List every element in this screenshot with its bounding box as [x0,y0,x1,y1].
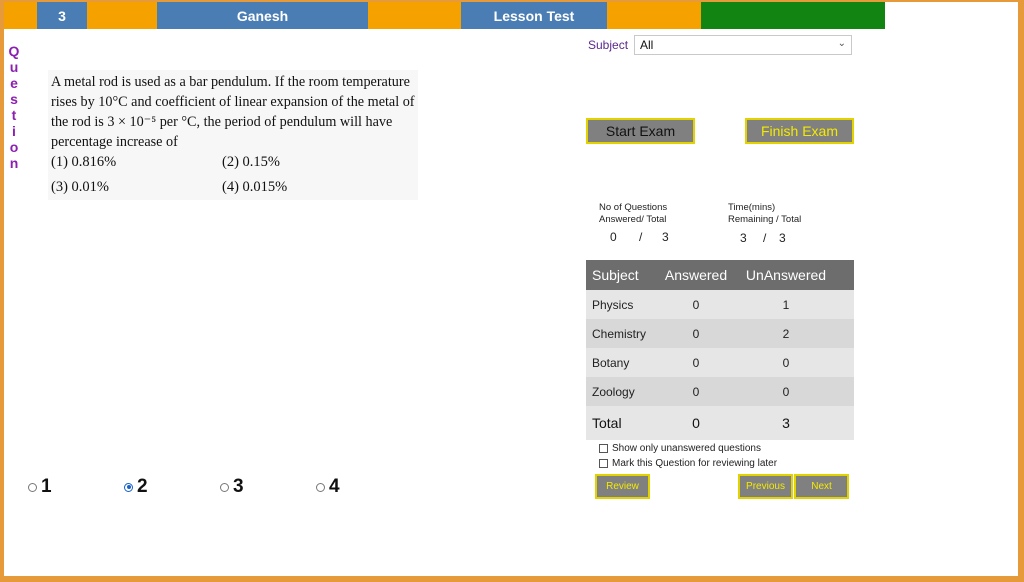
row-answered: 0 [692,297,700,312]
total-answered: 0 [692,415,700,431]
table-header [586,260,854,290]
test-type: Lesson Test [461,2,607,29]
time-total: 3 [779,231,786,245]
stat-heading-line: Remaining / Total [728,214,802,225]
topbar-segment [368,2,461,29]
answer-label: 3 [233,476,244,497]
question-text: A metal rod is used as a bar pendulum. If the room temperature rises by 10°C and coefficient of linear expansion of the metal of the rod is 3 × 10⁻⁵ per °C, the period of pendulum will have percentage increase of [51,74,415,150]
answered-count: 0 [610,230,617,244]
option-1: (1) 0.816% [51,154,117,170]
table-total-row [586,406,854,440]
previous-button[interactable]: Previous [738,474,793,499]
review-button[interactable]: Review [595,474,650,499]
radio-icon[interactable] [316,483,325,492]
question-vertical-label [8,43,20,171]
row-unanswered: 0 [782,355,790,370]
subject-label: Subject [588,38,629,52]
stat-heading-line: No of Questions [599,202,668,213]
finish-exam-button[interactable]: Finish Exam [745,118,854,144]
label-letter: Q [8,43,20,59]
time-stat-heading [728,202,801,226]
header-subject: Subject [592,267,639,283]
label-letter: u [9,59,19,75]
top-bar [4,2,885,29]
question-image [48,70,418,200]
row-answered: 0 [692,355,700,370]
row-subject: Chemistry [592,326,647,341]
checkbox-icon[interactable] [599,444,608,453]
subject-summary-table [586,260,854,440]
header-unanswered: UnAnswered [745,267,827,283]
option-2: (2) 0.15% [222,154,280,170]
mark-review-checkbox[interactable] [599,458,777,469]
checkbox-label: Mark this Question for reviewing later [612,458,778,469]
total-questions: 3 [662,230,669,244]
topbar-segment [4,2,37,29]
topbar-segment [87,2,157,29]
table-row [586,377,854,406]
question-number: 3 [37,2,87,29]
answer-label: 2 [137,476,148,497]
table-row [586,348,854,377]
user-name: Ganesh [157,2,368,29]
row-answered: 0 [692,326,700,341]
row-subject: Physics [592,297,634,312]
radio-checked-icon[interactable] [124,483,133,492]
answer-label: 4 [329,476,340,497]
answered-stat-heading [599,202,667,226]
label-letter: s [10,91,18,107]
label-letter: i [12,123,16,139]
row-unanswered: 2 [782,326,790,341]
topbar-segment [607,2,701,29]
answer-option-4[interactable] [316,476,340,498]
answer-option-3[interactable] [220,476,244,498]
label-letter: n [9,155,19,171]
row-unanswered: 1 [782,297,790,312]
show-unanswered-checkbox[interactable] [599,443,761,454]
table-row [586,319,854,348]
label-letter: t [11,107,17,123]
label-letter: e [10,75,18,91]
row-unanswered: 0 [782,384,790,399]
row-subject: Botany [592,355,630,370]
row-answered: 0 [692,384,700,399]
stat-heading-line: Answered/ Total [599,214,667,225]
header-answered: Answered [664,267,728,283]
total-unanswered: 3 [782,415,790,431]
answer-label: 1 [41,476,52,497]
radio-icon[interactable] [28,483,37,492]
separator: / [639,230,643,244]
time-remaining: 3 [740,231,747,245]
option-4: (4) 0.015% [222,179,288,195]
answer-option-1[interactable] [28,476,52,498]
next-button[interactable]: Next [794,474,849,499]
label-letter: o [9,139,19,155]
subject-dropdown-value: All [640,38,654,52]
chevron-down-icon[interactable]: ⌄ [837,38,846,49]
start-exam-button[interactable]: Start Exam [586,118,695,144]
option-3: (3) 0.01% [51,179,109,195]
stat-heading-line: Time(mins) [728,202,776,213]
answer-option-2[interactable] [124,476,148,498]
radio-icon[interactable] [220,483,229,492]
table-row [586,290,854,319]
checkbox-label: Show only unanswered questions [612,443,761,454]
status-bar [701,2,885,29]
subject-dropdown[interactable] [634,35,852,55]
checkbox-icon[interactable] [599,459,608,468]
row-subject: Zoology [592,384,635,399]
total-label: Total [592,415,622,431]
separator: / [763,231,767,245]
